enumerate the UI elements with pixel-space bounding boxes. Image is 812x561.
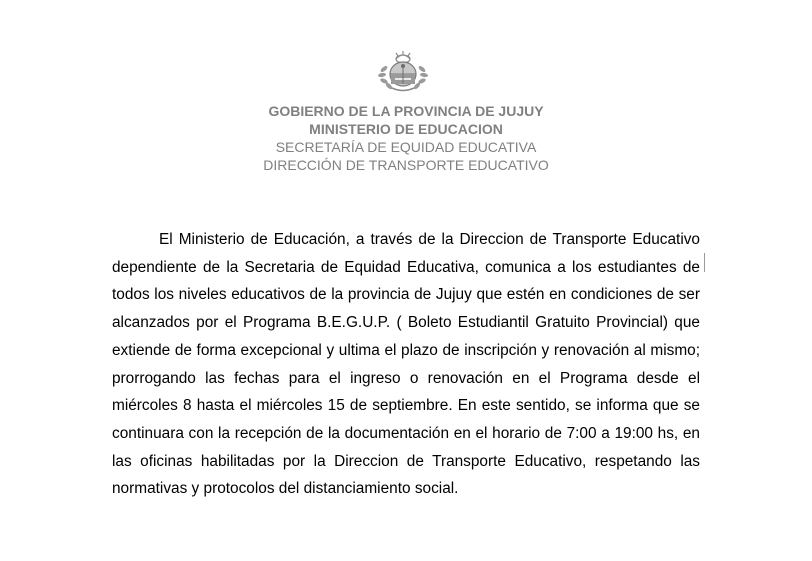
provincial-coat-of-arms-icon: [378, 51, 428, 93]
text-cursor-mark: [704, 253, 705, 272]
header-direction: DIRECCIÓN DE TRANSPORTE EDUCATIVO: [263, 157, 549, 173]
header-ministry: MINISTERIO DE EDUCACION: [309, 121, 503, 137]
body-paragraph: El Ministerio de Educación, a través de la Direccion de Transporte Educativo dependiente de la Secretaria de Equidad Educativa, comunica a los estudiantes de todos los niveles educativos de la provincia de Jujuy que estén en condiciones de ser alcanzados por el Programa B.E.G.U.P. ( Boleto Estudiantil Gratuito Provincial) que extiende de forma excepcional y ultima el plazo de inscripción y renovación al mismo; prorrogando las fechas para el ingreso o renovación en el Programa desde el miércoles 8 hasta el miércoles 15 de septiembre. En este sentido, se informa que se continuara con la recepción de la documentación en el horario de 7:00 a 19:00 hs, en las oficinas habilitadas por la Direccion de Transporte Educativo, respetando las normativas y protocolos del distanciamiento social.: [112, 231, 700, 498]
header-government: GOBIERNO DE LA PROVINCIA DE JUJUY: [268, 103, 544, 119]
document-header: [0, 102, 812, 174]
header-secretariat: SECRETARÍA DE EQUIDAD EDUCATIVA: [275, 139, 537, 155]
